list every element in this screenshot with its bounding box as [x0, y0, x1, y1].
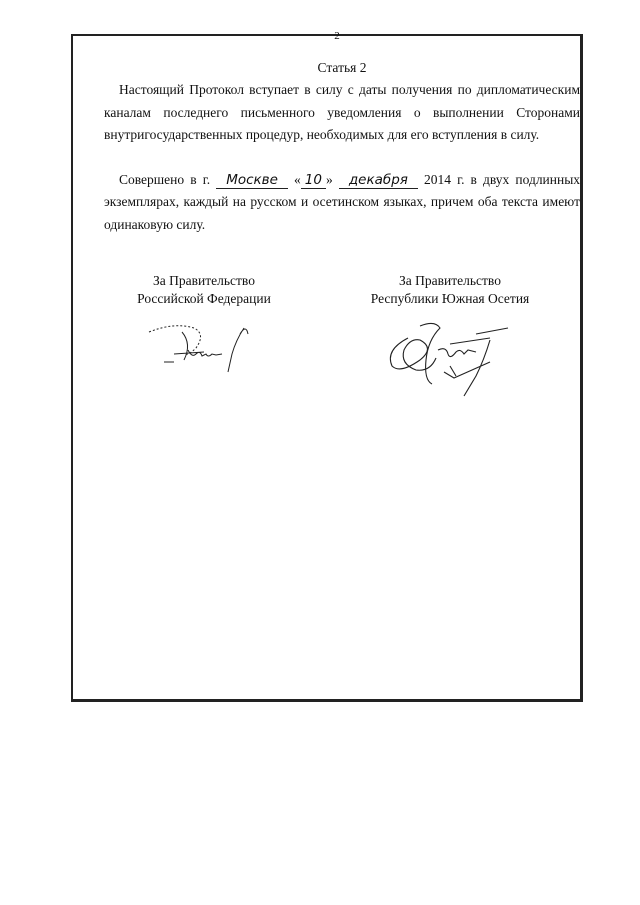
article-paragraph: Настоящий Протокол вступает в силу с даты получения по дипломатическим каналам последнего письменного уведомления о выполнении Сторонами внутригосударственных процедур, необходимых для его вступления в силу.: [104, 82, 580, 142]
handwritten-day: 10: [301, 172, 326, 189]
signature-south-ossetia: [380, 320, 520, 400]
done-suffix: 2014 г. в двух подлинных экземплярах, каждый на русском и осетинском языках, причем оба текста имеют одинаковую силу.: [104, 171, 581, 232]
signatory-line2: Российской Федерации: [137, 291, 271, 306]
handwritten-city: Москве: [216, 172, 288, 189]
signatory-south-ossetia: [340, 272, 560, 400]
signature-russia: [144, 320, 264, 380]
signatory-russia: [104, 272, 304, 400]
signatory-line1: За Правительство: [399, 273, 501, 288]
document-body: [104, 30, 580, 400]
quote-close: »: [325, 171, 333, 187]
signatures-row: [104, 272, 580, 400]
handwritten-month: декабря: [339, 172, 418, 189]
signatory-line1: За Правительство: [153, 273, 255, 288]
signatory-line2: Республики Южная Осетия: [370, 291, 530, 306]
page-number: 2: [334, 30, 340, 42]
article-title: Статья 2: [317, 60, 367, 75]
done-at-paragraph: [104, 169, 580, 237]
done-prefix: Совершено в г.: [119, 171, 211, 187]
quote-open: «: [294, 171, 301, 187]
